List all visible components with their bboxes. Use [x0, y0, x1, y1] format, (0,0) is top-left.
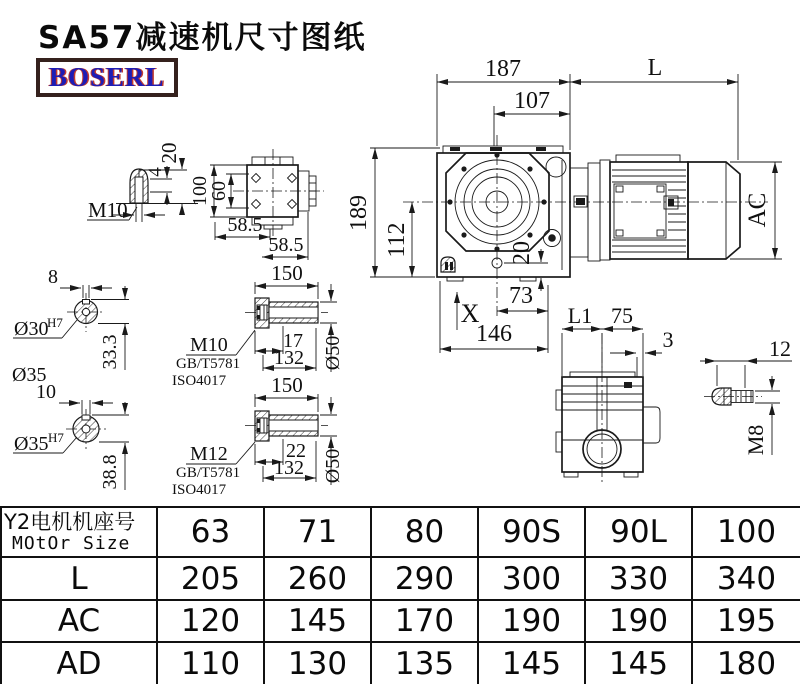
dim-main-107: 107	[514, 88, 550, 114]
label-bore1-dia: Ø30	[14, 318, 49, 340]
label-main-x: X	[460, 299, 480, 328]
col-header: 80	[372, 508, 479, 558]
table-cell: 180	[693, 643, 800, 684]
dim-bore1-key: 8	[48, 266, 58, 288]
plug-view	[87, 143, 198, 223]
table-cell: 190	[586, 601, 693, 643]
table-cell: 340	[693, 558, 800, 601]
table-cell: 190	[479, 601, 586, 643]
col-header: 100	[693, 508, 800, 558]
label-shaft2-thread: M12	[190, 443, 228, 465]
dim-main-187: 187	[485, 56, 521, 82]
table-cell: 300	[479, 558, 586, 601]
bore35-section	[13, 381, 129, 490]
label-shaft2-std1: GB/T5781	[176, 465, 241, 481]
dimension-table	[0, 506, 800, 684]
dim-side-L1: L1	[567, 303, 593, 328]
dim-main-AC: AC	[744, 192, 771, 228]
table-cell: 290	[372, 558, 479, 601]
dim-side-3: 3	[662, 327, 674, 352]
dim-flange-60: 60	[208, 181, 230, 201]
label-shaft2-std2: ISO4017	[172, 482, 227, 498]
table-header-motor-size	[2, 508, 158, 558]
table-cell: 145	[265, 601, 372, 643]
label-bore1-fit: H7	[47, 315, 63, 330]
col-header: 90S	[479, 508, 586, 558]
dim-main-73: 73	[509, 283, 533, 309]
dim-plug-thread: M10	[88, 198, 128, 222]
col-header: 90L	[586, 508, 693, 558]
table-header-en: MOtOr Size	[12, 532, 131, 554]
dim-main-189: 189	[346, 195, 372, 231]
table-cell: 145	[479, 643, 586, 684]
dim-shaft1-od: Ø50	[322, 335, 344, 371]
table-cell: 330	[586, 558, 693, 601]
dim-plug-cap: 4	[145, 167, 166, 177]
page-title: SA57减速机尺寸图纸	[38, 20, 367, 56]
label-shaft1-thread: M10	[190, 334, 228, 356]
table-cell: 120	[158, 601, 265, 643]
row-label: AD	[2, 643, 158, 684]
table-cell: 145	[586, 643, 693, 684]
table-cell: 205	[158, 558, 265, 601]
label-bore2-dia: Ø35	[14, 433, 49, 455]
table-cell: 260	[265, 558, 372, 601]
dim-main-L: L	[647, 55, 663, 81]
dim-bore2-depth: 38.8	[99, 454, 121, 490]
dim-main-20: 20	[509, 241, 535, 265]
row-label: AC	[2, 601, 158, 643]
dim-shaft2-len: 150	[271, 373, 303, 397]
dim-bore2-key: 10	[36, 381, 56, 403]
table-cell: 170	[372, 601, 479, 643]
main-view	[346, 55, 782, 353]
dim-main-146: 146	[476, 321, 512, 347]
table-cell: 110	[158, 643, 265, 684]
flange-top-view	[189, 149, 324, 260]
label-shaft1-std2: ISO4017	[172, 373, 227, 389]
table-cell: 135	[372, 643, 479, 684]
dim-bolt-thread: M8	[743, 424, 768, 456]
hollow-shaft-2	[172, 373, 344, 498]
row-label: L	[2, 558, 158, 601]
dim-flange-585b: 58.5	[268, 234, 304, 256]
dim-shaft2-od: Ø50	[322, 448, 344, 484]
dim-bore1-depth: 33.3	[99, 334, 121, 370]
dim-side-75: 75	[611, 303, 633, 328]
table-cell: 195	[693, 601, 800, 643]
bore30-section	[12, 266, 129, 386]
dim-shaft1-len: 150	[271, 261, 303, 285]
dim-shaft1-b: 132	[274, 347, 304, 369]
col-header: 63	[158, 508, 265, 558]
bolt-view	[700, 336, 792, 455]
label-bore2-fit: H7	[48, 430, 64, 445]
table-cell: 130	[265, 643, 372, 684]
dim-shaft2-a: 22	[286, 440, 306, 462]
brand-logo: BOSERL	[36, 58, 178, 97]
hollow-shaft-1	[172, 261, 344, 389]
dim-shaft1-a: 17	[283, 330, 303, 352]
dim-shaft2-b: 132	[274, 457, 304, 479]
dim-main-112: 112	[384, 222, 410, 258]
table-header-cn: Y2电机机座号	[4, 509, 136, 534]
dim-flange-100: 100	[189, 176, 211, 206]
dim-plug-height: 20	[157, 142, 181, 164]
dim-bolt-12: 12	[769, 336, 791, 361]
label-bore1-od: Ø35	[12, 364, 47, 386]
col-header: 71	[265, 508, 372, 558]
side-view	[556, 303, 674, 484]
dim-flange-585a: 58.5	[227, 214, 263, 236]
label-shaft1-std1: GB/T5781	[176, 356, 241, 372]
